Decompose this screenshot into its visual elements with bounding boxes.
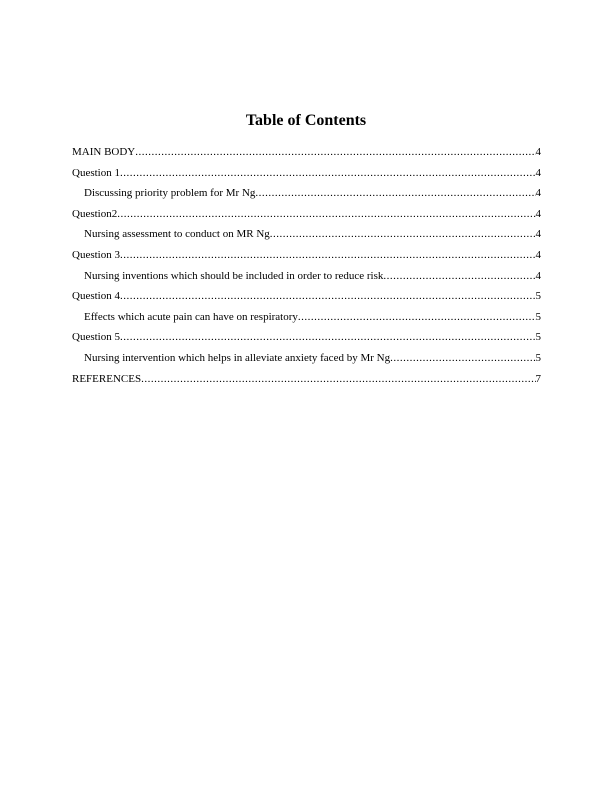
toc-dot-leader: [255, 186, 535, 200]
toc-entry-label: Effects which acute pain can have on respiratory: [84, 310, 298, 323]
toc-entry-acute-pain[interactable]: [72, 310, 541, 331]
toc-entry-main-body[interactable]: [72, 145, 541, 166]
toc-entry-page-number: 4: [535, 187, 541, 200]
toc-entry-label: REFERENCES: [72, 372, 142, 385]
toc-entry-page-number: 4: [535, 207, 541, 220]
toc-entry-anxiety-intervention[interactable]: [72, 351, 541, 372]
toc-dot-leader: [120, 248, 536, 262]
toc-entry-label: Question2: [72, 207, 118, 220]
toc-entry-label: Nursing inventions which should be included in order to reduce risk: [84, 269, 384, 282]
toc-dot-leader: [270, 227, 536, 241]
toc-entry-page-number: 7: [535, 372, 541, 385]
toc-entry-label: Question 1: [72, 166, 120, 179]
toc-entry-label: MAIN BODY: [72, 146, 136, 158]
toc-dot-leader: [135, 145, 535, 159]
toc-entry-question-1[interactable]: [72, 166, 541, 187]
toc-dot-leader: [383, 269, 535, 283]
toc-dot-leader: [120, 166, 536, 180]
toc-entry-page-number: 4: [535, 146, 541, 158]
toc-dot-leader: [141, 372, 535, 386]
toc-dot-leader: [390, 351, 535, 365]
toc-entry-page-number: 5: [535, 310, 541, 323]
toc-dot-leader: [298, 310, 536, 324]
toc-entry-references[interactable]: [72, 372, 541, 393]
toc-entry-label: Question 5: [72, 331, 120, 344]
toc-entry-question-4[interactable]: [72, 289, 541, 310]
toc-entry-label: Question 3: [72, 248, 120, 261]
toc-entry-question-2[interactable]: [72, 207, 541, 228]
toc-list: [72, 145, 541, 392]
toc-dot-leader: [120, 289, 536, 303]
toc-entry-page-number: 5: [535, 351, 541, 364]
toc-entry-page-number: 4: [535, 166, 541, 179]
toc-entry-priority-problem[interactable]: [72, 186, 541, 207]
toc-entry-page-number: 5: [535, 331, 541, 344]
toc-entry-label: Nursing assessment to conduct on MR Ng: [84, 228, 270, 241]
toc-title: Table of Contents: [245, 112, 367, 129]
toc-entry-page-number: 4: [535, 269, 541, 282]
toc-entry-label: Question 4: [72, 290, 120, 303]
toc-dot-leader: [117, 207, 535, 221]
toc-entry-nursing-assessment[interactable]: [72, 227, 541, 248]
toc-entry-label: Nursing intervention which helps in alleviate anxiety faced by Mr Ng: [84, 351, 391, 364]
toc-entry-page-number: 5: [535, 290, 541, 303]
toc-entry-page-number: 4: [535, 248, 541, 261]
toc-entry-nursing-inventions[interactable]: [72, 269, 541, 290]
toc-entry-page-number: 4: [535, 228, 541, 241]
toc-dot-leader: [120, 330, 536, 344]
toc-entry-question-5[interactable]: [72, 330, 541, 351]
toc-entry-question-3[interactable]: [72, 248, 541, 269]
toc-entry-label: Discussing priority problem for Mr Ng: [84, 187, 256, 200]
